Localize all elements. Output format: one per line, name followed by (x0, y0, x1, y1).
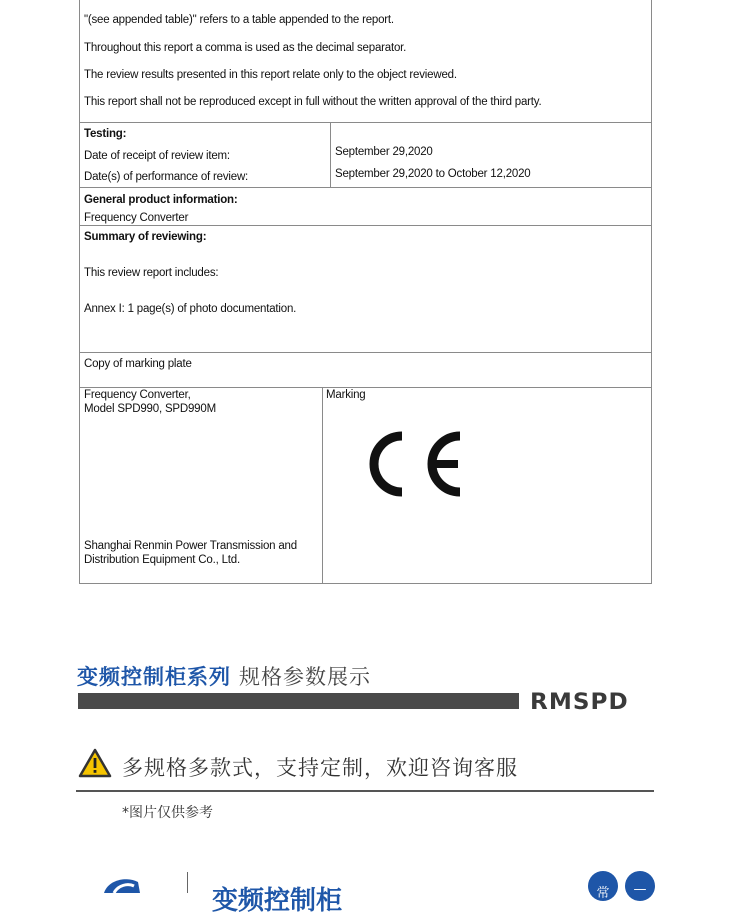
performance-date-value: September 29,2020 to October 12,2020 (335, 168, 531, 180)
receipt-date-value: September 29,2020 (335, 146, 433, 158)
plate-product-line1: Frequency Converter, (84, 389, 191, 401)
divider (80, 122, 651, 123)
note-decimal-separator: Throughout this report a comma is used as the decimal separator. (84, 42, 407, 54)
receipt-date-label: Date of receipt of review item: (84, 150, 230, 162)
brand-logo-text: RMSPD (530, 690, 629, 715)
plate-manufacturer-line2: Distribution Equipment Co., Ltd. (84, 554, 240, 566)
section-bar (78, 693, 519, 709)
product-info-value: Frequency Converter (84, 212, 189, 224)
product-info-heading: General product information: (84, 194, 238, 206)
marking-plate-heading: Copy of marking plate (84, 358, 192, 370)
divider (80, 352, 651, 353)
divider (322, 387, 323, 583)
company-logo-icon (100, 876, 144, 893)
warning-icon (78, 748, 112, 778)
ce-mark-icon (368, 430, 464, 498)
section-title-spec: 规格参数展示 (239, 665, 371, 689)
footer-button-2[interactable]: — (625, 871, 655, 901)
note-review-scope: The review results presented in this report relate only to the object reviewed. (84, 69, 457, 81)
divider (330, 122, 331, 187)
summary-heading: Summary of reviewing: (84, 231, 207, 243)
divider (80, 225, 651, 226)
summary-annex: Annex I: 1 page(s) of photo documentation. (84, 303, 297, 315)
footer-button-1[interactable]: 常 (588, 871, 618, 901)
image-reference-note: *图片仅供参考 (122, 805, 213, 821)
footer-title: 变频控制柜 (212, 886, 343, 916)
section-title-series: 变频控制柜系列 (77, 665, 231, 689)
plate-product-line2: Model SPD990, SPD990M (84, 403, 216, 415)
summary-includes: This review report includes: (84, 267, 219, 279)
divider (76, 790, 654, 792)
testing-heading: Testing: (84, 128, 127, 140)
section-title (77, 661, 371, 691)
customization-banner: 多规格多款式，支持定制，欢迎咨询客服 (122, 756, 518, 780)
note-appended-table: "(see appended table)" refers to a table appended to the report. (84, 14, 394, 26)
divider (80, 187, 651, 188)
plate-manufacturer-line1: Shanghai Renmin Power Transmission and (84, 540, 297, 552)
divider (187, 872, 188, 893)
performance-date-label: Date(s) of performance of review: (84, 171, 249, 183)
review-report-page (79, 0, 652, 584)
note-reproduction: This report shall not be reproduced except in full without the written approval of the third party. (84, 96, 542, 108)
marking-label: Marking (326, 389, 366, 401)
